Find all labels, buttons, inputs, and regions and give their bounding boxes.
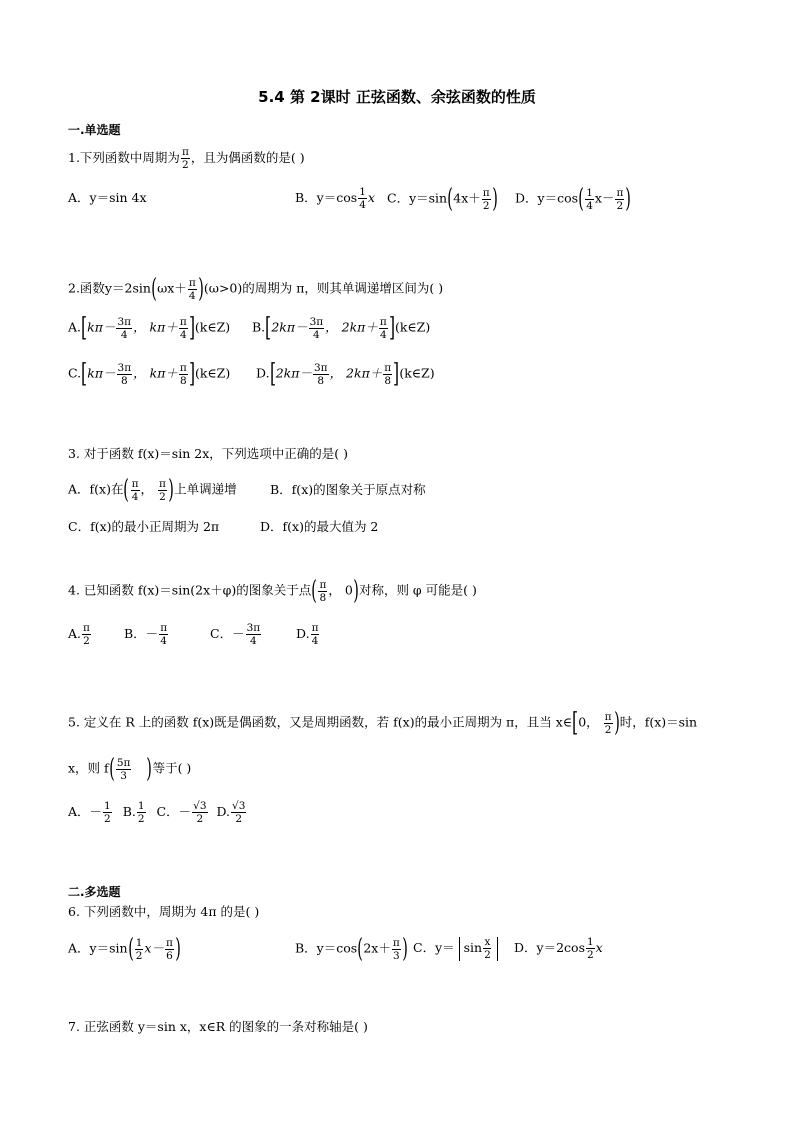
q6-c-num: x	[484, 936, 491, 948]
q2-option-c[interactable]	[68, 361, 230, 387]
q2-d-k: (k∈Z)	[399, 365, 435, 381]
q3-a-den2: 2	[159, 490, 166, 503]
q4-d-den: 4	[311, 635, 319, 647]
q4-c-fraction	[246, 622, 262, 647]
q1-b-fraction	[358, 186, 367, 211]
q1-c-inner: 4x＋	[453, 190, 481, 206]
q1-fraction	[181, 146, 190, 171]
q6-d-num: 1	[586, 936, 594, 948]
q2-d-2: ， 2kπ＋	[329, 365, 383, 381]
q5-stem-text: 5. 定义在 R 上的函数 f(x)既是偶函数，又是周期函数，若 f(x)的最小正周期为 π，且当 x∈	[68, 714, 573, 730]
q2-c-den2: 8	[180, 374, 187, 387]
paren-right: )	[146, 754, 153, 784]
paren-left: (	[447, 184, 453, 214]
q5-option-c[interactable]	[157, 800, 209, 825]
q2-b-label: B.	[252, 319, 266, 335]
paren-left: (	[357, 934, 364, 964]
q4-option-b[interactable]	[124, 622, 169, 647]
q2-a-1: kπ－	[87, 319, 116, 335]
bracket-left: [	[81, 313, 88, 343]
q1-d-den2: 2	[616, 199, 624, 212]
q2-c-label: C.	[68, 365, 82, 381]
q3-option-c[interactable]: C．f(x)的最小正周期为 2π	[68, 519, 220, 534]
q6-b-num: π	[392, 936, 400, 949]
q5-int-num: π	[604, 710, 612, 723]
q1-b-num: 1	[359, 186, 366, 198]
q4-b-num: π	[160, 622, 168, 634]
q6-c-fraction	[483, 936, 492, 961]
section-heading-single-choice: 一.单选题	[68, 123, 121, 137]
abs-bar-right	[497, 937, 498, 961]
q5-c-fraction	[192, 800, 207, 825]
q5-line2-text: x，则 f	[68, 760, 109, 776]
q3-a-den1: 4	[131, 490, 139, 503]
q1-c-text: C．y＝sin	[387, 190, 448, 206]
q5-line2-fraction	[116, 757, 132, 782]
q2-c-k: (k∈Z)	[194, 365, 231, 381]
paren-right: )	[402, 934, 408, 964]
q2-c-num1: 3π	[117, 361, 132, 374]
q5-b-den: 2	[137, 813, 145, 825]
q2-b-2: ， 2kπ＋	[325, 319, 378, 335]
paren-right: )	[353, 576, 359, 606]
abs-bar-left	[459, 937, 460, 961]
q5-d-num: √3	[232, 800, 246, 812]
q6-c-inner: sin	[463, 940, 483, 955]
q3-a-sep: ，	[140, 481, 158, 497]
q3-a-frac1	[131, 478, 140, 503]
q1-d-den1: 4	[586, 199, 593, 212]
q6-b-inner: 2x＋	[363, 940, 391, 956]
q2-d-den2: 8	[384, 374, 392, 387]
q6-a-num1: 1	[135, 936, 143, 949]
q6-b-fraction	[392, 937, 401, 962]
q6-d-text: D．y＝2cos	[514, 940, 585, 955]
q4-stem-mid: ， 0	[328, 582, 353, 598]
q3-option-d[interactable]: D．f(x)的最大值为 2	[260, 519, 379, 534]
q3-a-frac2	[158, 478, 167, 503]
question-6-stem: 6. 下列函数中，周期为 4π 的是( )	[68, 904, 260, 919]
q2-stem-inner: ωx＋	[157, 280, 187, 296]
q2-d-num2: π	[384, 361, 392, 374]
paren-left: (	[123, 475, 130, 505]
q5-interval-fraction	[604, 711, 613, 736]
q2-a-den1: 4	[120, 328, 128, 341]
q2-c-frac1	[117, 362, 133, 387]
q2-d-frac1	[313, 362, 329, 387]
q2-c-den1: 8	[121, 374, 128, 387]
q4-stem-tail: 对称，则 φ 可能是( )	[358, 582, 477, 598]
q6-d-fraction	[586, 936, 595, 961]
q1-d-fraction-1	[585, 187, 594, 212]
q2-stem-den: 4	[188, 289, 196, 302]
bracket-right: ]	[188, 313, 195, 343]
q2-b-frac2	[379, 316, 388, 341]
q4-d-label: D.	[296, 626, 310, 641]
q6-option-a[interactable]	[68, 936, 181, 962]
q3-a-num1: π	[131, 477, 139, 490]
q2-a-2: ， kπ＋	[133, 319, 178, 335]
q4-c-num: 3π	[246, 622, 261, 634]
q2-b-num2: π	[379, 315, 387, 328]
question-2-stem	[68, 276, 443, 302]
paren-right: )	[491, 184, 498, 214]
q5-b-label: B.	[122, 804, 136, 819]
q5-c-num: √3	[193, 800, 207, 812]
paren-right: )	[168, 475, 174, 505]
q1-c-den: 2	[482, 199, 490, 212]
q1-b-text: B．y＝cos	[295, 190, 358, 205]
q6-b-den: 3	[392, 949, 400, 962]
q3-a-tail: 上单调递增	[174, 481, 237, 497]
q1-option-d[interactable]	[515, 186, 632, 212]
paren-left: (	[578, 184, 584, 214]
paren-right: )	[175, 934, 181, 964]
q4-stem-text: 4. 已知函数 f(x)＝sin(2x＋φ)的图象关于点	[68, 582, 312, 598]
q2-option-b[interactable]	[252, 315, 430, 341]
bracket-left: [	[572, 708, 579, 738]
paren-left: (	[311, 576, 318, 606]
q5-option-b[interactable]	[123, 800, 147, 825]
q2-d-1: 2kπ－	[275, 365, 312, 381]
q2-stem-text: 2.函数y＝2sin	[68, 280, 151, 296]
q1-d-num2: π	[616, 186, 624, 199]
q4-a-den: 2	[83, 635, 90, 647]
q2-a-frac2	[179, 316, 188, 341]
q2-d-num1: 3π	[313, 361, 328, 374]
q5-options	[68, 800, 247, 825]
q5-int-den: 2	[604, 723, 612, 736]
q1-frac-num: π	[181, 146, 189, 158]
q1-frac-den: 2	[182, 159, 189, 171]
q5-c-den: 2	[196, 813, 204, 825]
q5-d-den: 2	[235, 813, 243, 825]
q2-c-num2: π	[179, 361, 187, 374]
q1-b-var: x	[367, 190, 375, 205]
paren-left: (	[151, 274, 157, 304]
q2-a-frac1	[116, 316, 132, 341]
bracket-right: ]	[388, 313, 395, 343]
q5-d-label: D.	[216, 804, 231, 819]
q1-d-mid: x－	[594, 190, 615, 206]
q4-b-fraction	[159, 622, 168, 647]
q2-d-den1: 8	[317, 374, 325, 387]
q3-option-a[interactable]	[68, 477, 237, 503]
question-4-stem	[68, 578, 477, 604]
q5-b-num: 1	[137, 800, 145, 812]
q1-stem-tail: ，且为偶函数的是( )	[190, 150, 305, 165]
q4-c-label: C．－	[210, 626, 245, 641]
q1-option-a[interactable]: A．y＝sin 4x	[68, 190, 147, 205]
q6-a-den2: 6	[166, 949, 173, 962]
question-7-stem: 7. 正弦函数 y＝sin x，x∈R 的图象的一条对称轴是( )	[68, 1019, 368, 1034]
q5-a-den: 2	[104, 813, 111, 825]
bracket-left: [	[81, 359, 88, 389]
q5-line2-tail: 等于( )	[152, 760, 192, 776]
q5-interval-left: 0，	[578, 714, 603, 730]
q6-a-den1: 2	[135, 949, 143, 962]
q2-b-1: 2kπ－	[271, 319, 308, 335]
page-title: 5.4 第 2课时 正弦函数、余弦函数的性质	[258, 88, 536, 106]
q5-a-label: A．－	[68, 804, 103, 819]
q4-a-num: π	[83, 622, 90, 634]
q6-a-text: A．y＝sin	[68, 940, 128, 956]
paren-right: )	[625, 184, 632, 214]
q5-l2-den: 3	[120, 769, 127, 782]
q3-option-b[interactable]: B．f(x)的图象关于原点对称	[270, 482, 426, 497]
q2-a-label: A.	[68, 319, 82, 335]
q3-a-num2: π	[159, 477, 166, 490]
bracket-right: ]	[393, 359, 400, 389]
q2-stem-num: π	[188, 276, 196, 289]
q4-d-fraction	[311, 622, 320, 647]
q2-d-frac2	[383, 362, 392, 387]
q5-stem-tail: 时，f(x)＝sin	[619, 714, 698, 730]
q2-c-1: kπ－	[87, 365, 116, 381]
q4-a-fraction	[82, 622, 91, 647]
q2-a-num2: π	[179, 315, 187, 328]
q2-stem-fraction	[188, 277, 197, 302]
q6-b-text: B．y＝cos	[295, 940, 358, 956]
bracket-right: ]	[188, 359, 195, 389]
q4-option-a[interactable]	[68, 622, 92, 647]
bracket-left: [	[265, 313, 272, 343]
q1-d-fraction-2	[615, 187, 624, 212]
q6-a-frac1	[135, 937, 144, 962]
paren-left: (	[127, 934, 134, 964]
q5-a-fraction	[103, 800, 112, 825]
q5-option-a[interactable]	[68, 800, 113, 825]
q4-b-den: 4	[160, 635, 167, 647]
q2-option-d[interactable]	[256, 361, 435, 387]
q2-b-frac1	[309, 316, 325, 341]
q5-c-label: C．－	[156, 804, 192, 819]
q5-a-num: 1	[104, 800, 111, 812]
q4-stem-fraction	[318, 579, 327, 604]
q5-b-fraction	[137, 800, 146, 825]
q1-c-num: π	[482, 186, 490, 199]
q2-d-label: D.	[256, 365, 270, 381]
q1-stem-text: 1.下列函数中周期为	[68, 150, 180, 165]
q6-option-c[interactable]	[413, 936, 502, 961]
q5-stem-line-2	[68, 756, 191, 782]
q5-d-fraction	[231, 800, 246, 825]
question-5-stem	[68, 710, 697, 736]
paren-left: (	[108, 754, 115, 784]
q4-d-num: π	[311, 622, 319, 634]
q4-b-label: B．－	[124, 626, 159, 641]
q6-option-d[interactable]	[514, 936, 603, 961]
q2-option-a[interactable]	[68, 315, 230, 341]
q6-a-num2: π	[165, 936, 173, 949]
q6-a-frac2	[165, 937, 174, 962]
q1-d-num1: 1	[586, 186, 593, 199]
q1-d-text: D．y＝cos	[515, 190, 579, 206]
q6-c-den: 2	[484, 949, 491, 961]
q1-b-den: 4	[359, 199, 366, 211]
q2-c-frac2	[179, 362, 188, 387]
q6-a-mid: x－	[144, 940, 164, 956]
q4-a-label: A.	[68, 626, 82, 641]
q2-b-den1: 4	[313, 328, 320, 341]
paren-right: )	[198, 274, 204, 304]
question-1-stem	[68, 146, 305, 171]
q2-stem-tail: (ω>0)的周期为 π，则其单调递增区间为( )	[203, 280, 444, 296]
q4-option-d[interactable]	[296, 622, 320, 647]
q4-c-den: 4	[250, 635, 257, 647]
q6-d-den: 2	[586, 949, 594, 961]
q2-b-den2: 4	[380, 328, 387, 341]
q4-stem-den: 8	[319, 591, 327, 604]
q4-option-c[interactable]	[210, 622, 262, 647]
q2-a-num1: 3π	[117, 315, 132, 328]
q3-a-text: A．f(x)在	[68, 481, 124, 497]
section-heading-multiple-choice: 二.多选题	[68, 885, 121, 899]
q5-l2-num: 5π	[116, 756, 131, 769]
q2-c-2: ， kπ＋	[133, 365, 178, 381]
q6-option-b[interactable]	[295, 936, 408, 962]
paren-right: )	[613, 708, 620, 738]
q2-b-k: (k∈Z)	[394, 319, 431, 335]
q6-c-text: C．y＝	[413, 940, 455, 955]
bracket-left: [	[269, 359, 276, 389]
q2-b-num1: 3π	[309, 315, 324, 328]
q5-option-d[interactable]	[216, 800, 247, 825]
question-3-stem: 3. 对于函数 f(x)＝sin 2x，下列选项中正确的是( )	[68, 446, 348, 461]
q1-c-fraction	[482, 187, 491, 212]
q4-stem-num: π	[319, 578, 327, 591]
q1-option-c[interactable]	[387, 186, 498, 212]
q6-d-var: x	[595, 940, 603, 955]
q1-option-b[interactable]	[295, 186, 375, 211]
q2-a-k: (k∈Z)	[194, 319, 231, 335]
q2-a-den2: 4	[179, 328, 187, 341]
